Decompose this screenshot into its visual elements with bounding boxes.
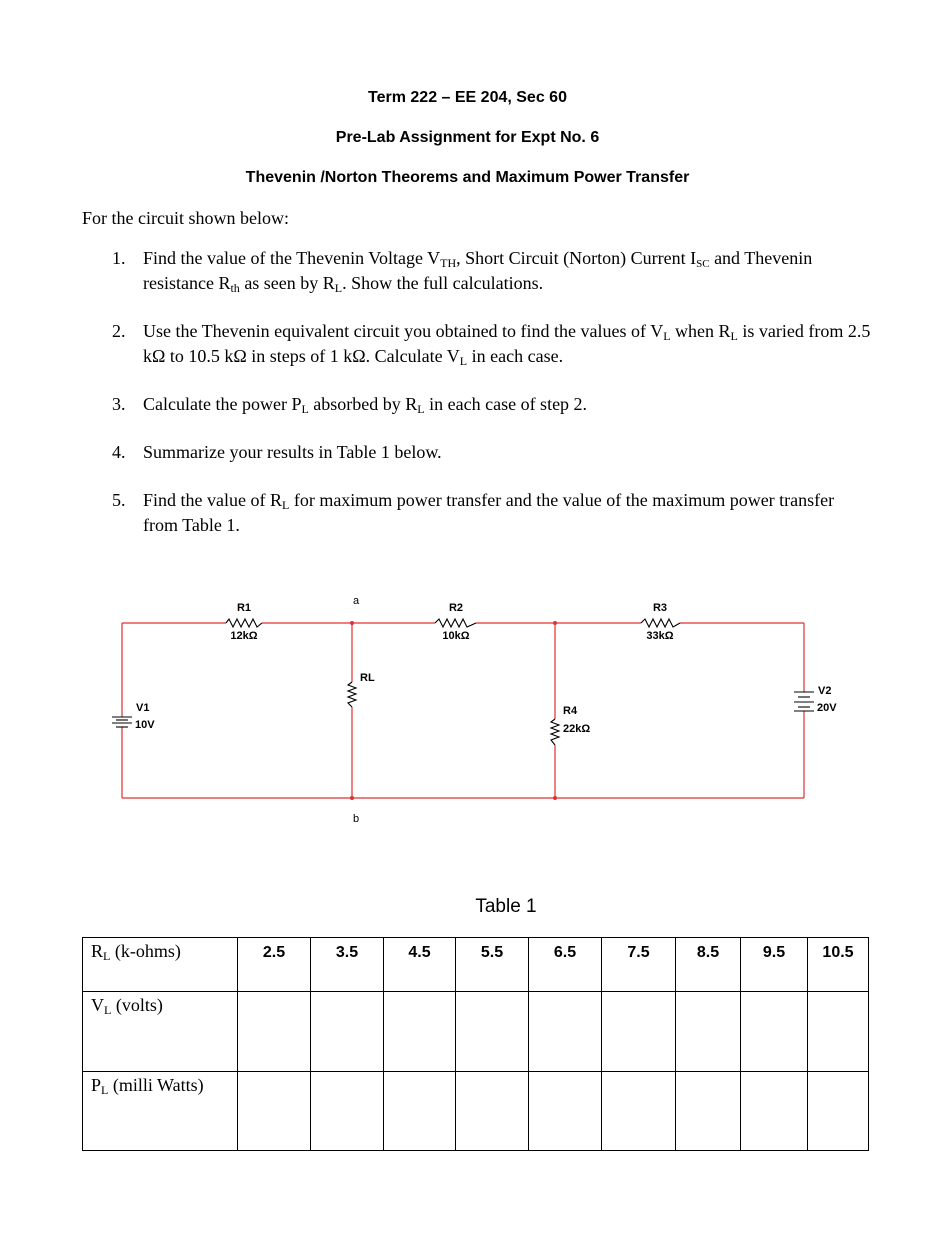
task-item: [112, 488, 872, 538]
table-cell-input[interactable]: [311, 992, 384, 1072]
doc-topic: Thevenin /Norton Theorems and Maximum Power Transfer: [245, 169, 690, 186]
r3-label: R3: [652, 602, 668, 614]
table-cell-input[interactable]: [529, 992, 602, 1072]
table-cell-input[interactable]: [808, 992, 869, 1072]
battery-v1-symbol: [112, 717, 132, 727]
resistor-r2-symbol: [435, 619, 476, 627]
intro-text: For the circuit shown below:: [82, 208, 289, 228]
table-cell-input[interactable]: [602, 1072, 676, 1151]
table-cell-input[interactable]: [676, 992, 741, 1072]
node-b-label: b: [352, 813, 360, 825]
table-cell: 8.5: [676, 938, 741, 992]
table-cell-input[interactable]: [741, 992, 808, 1072]
row-header-rl: $R_L$ (k-ohms): [83, 938, 238, 992]
v1-value: 10V: [135, 719, 155, 731]
row-header-vl: $V_L$ (volts): [83, 992, 238, 1072]
table-cell-input[interactable]: [238, 1072, 311, 1151]
v1-label: V1: [136, 702, 150, 714]
junction-dot: [350, 796, 354, 800]
junction-dot: [553, 796, 557, 800]
r1-label: R1: [236, 602, 252, 614]
junction-dot: [553, 621, 557, 625]
table-caption: Table 1: [475, 896, 537, 917]
rl-label: RL: [360, 672, 375, 684]
table-row: [83, 1072, 869, 1151]
r4-value: 22kΩ: [563, 723, 591, 735]
table-cell-input[interactable]: [808, 1072, 869, 1151]
node-a-label: a: [352, 595, 360, 607]
v2-value: 20V: [817, 702, 837, 714]
task-number: 2.: [112, 321, 126, 341]
table-row: [83, 992, 869, 1072]
task-text: Summarize your results in Table 1 below.: [143, 442, 442, 462]
table-cell: 3.5: [311, 938, 384, 992]
battery-v2-symbol: [794, 692, 814, 711]
table-cell-input[interactable]: [602, 992, 676, 1072]
doc-subtitle: Pre-Lab Assignment for Expt No. 6: [335, 129, 600, 146]
task-number: 1.: [112, 248, 126, 268]
task-item: [112, 440, 872, 465]
task-number: 4.: [112, 442, 126, 462]
table-cell-input[interactable]: [238, 992, 311, 1072]
table-cell: 2.5: [238, 938, 311, 992]
table-cell-input[interactable]: [456, 992, 529, 1072]
r4-label: R4: [563, 705, 578, 717]
task-text: Use the Thevenin equivalent circuit you obtained to find the values of $V_L$ when $R_L$ is varied from 2.5 kΩ to 10.5 kΩ in steps of 1 kΩ. Calculate $V_L$ in each case.: [143, 321, 871, 368]
table-cell-input[interactable]: [311, 1072, 384, 1151]
r2-label: R2: [448, 602, 464, 614]
table-cell-input[interactable]: [456, 1072, 529, 1151]
resistor-r1-symbol: [226, 619, 262, 627]
v2-label: V2: [818, 685, 832, 697]
table-cell-input[interactable]: [384, 1072, 456, 1151]
table-cell-input[interactable]: [676, 1072, 741, 1151]
table-row: [83, 938, 869, 992]
table-cell-input[interactable]: [741, 1072, 808, 1151]
table-cell: 10.5: [808, 938, 869, 992]
resistor-rl-symbol: [348, 682, 356, 707]
task-item: [112, 392, 872, 417]
table-cell: 6.5: [529, 938, 602, 992]
task-text: Find the value of the Thevenin Voltage $V_{TH}$, Short Circuit (Norton) Current $I_{SC}$ and Thevenin resistance $R_{th}$ as seen by $R_L$. Show the full calculations.: [143, 248, 813, 295]
results-table: [82, 937, 869, 1151]
circuit-diagram: [0, 580, 935, 830]
r2-value: 10kΩ: [442, 630, 470, 642]
task-list: [112, 246, 872, 561]
table-cell: 5.5: [456, 938, 529, 992]
table-cell: 7.5: [602, 938, 676, 992]
junction-dot: [350, 621, 354, 625]
task-number: 3.: [112, 394, 126, 414]
table-cell-input[interactable]: [384, 992, 456, 1072]
task-text: Calculate the power $P_L$ absorbed by $R_L$ in each case of step 2.: [143, 394, 588, 416]
task-item: [112, 246, 872, 296]
table-cell: 9.5: [741, 938, 808, 992]
task-item: [112, 319, 872, 369]
doc-title: Term 222 – EE 204, Sec 60: [368, 89, 567, 106]
table-cell-input[interactable]: [529, 1072, 602, 1151]
task-number: 5.: [112, 490, 126, 510]
table-cell: 4.5: [384, 938, 456, 992]
resistor-r4-symbol: [551, 719, 559, 745]
r1-value: 12kΩ: [230, 630, 258, 642]
task-text: Find the value of $R_L$ for maximum power transfer and the value of the maximum power transfer from Table 1.: [143, 490, 835, 535]
row-header-pl: $P_L$ (milli Watts): [83, 1072, 238, 1151]
wires: [122, 623, 804, 798]
resistor-r3-symbol: [641, 619, 680, 627]
r3-value: 33kΩ: [646, 630, 674, 642]
